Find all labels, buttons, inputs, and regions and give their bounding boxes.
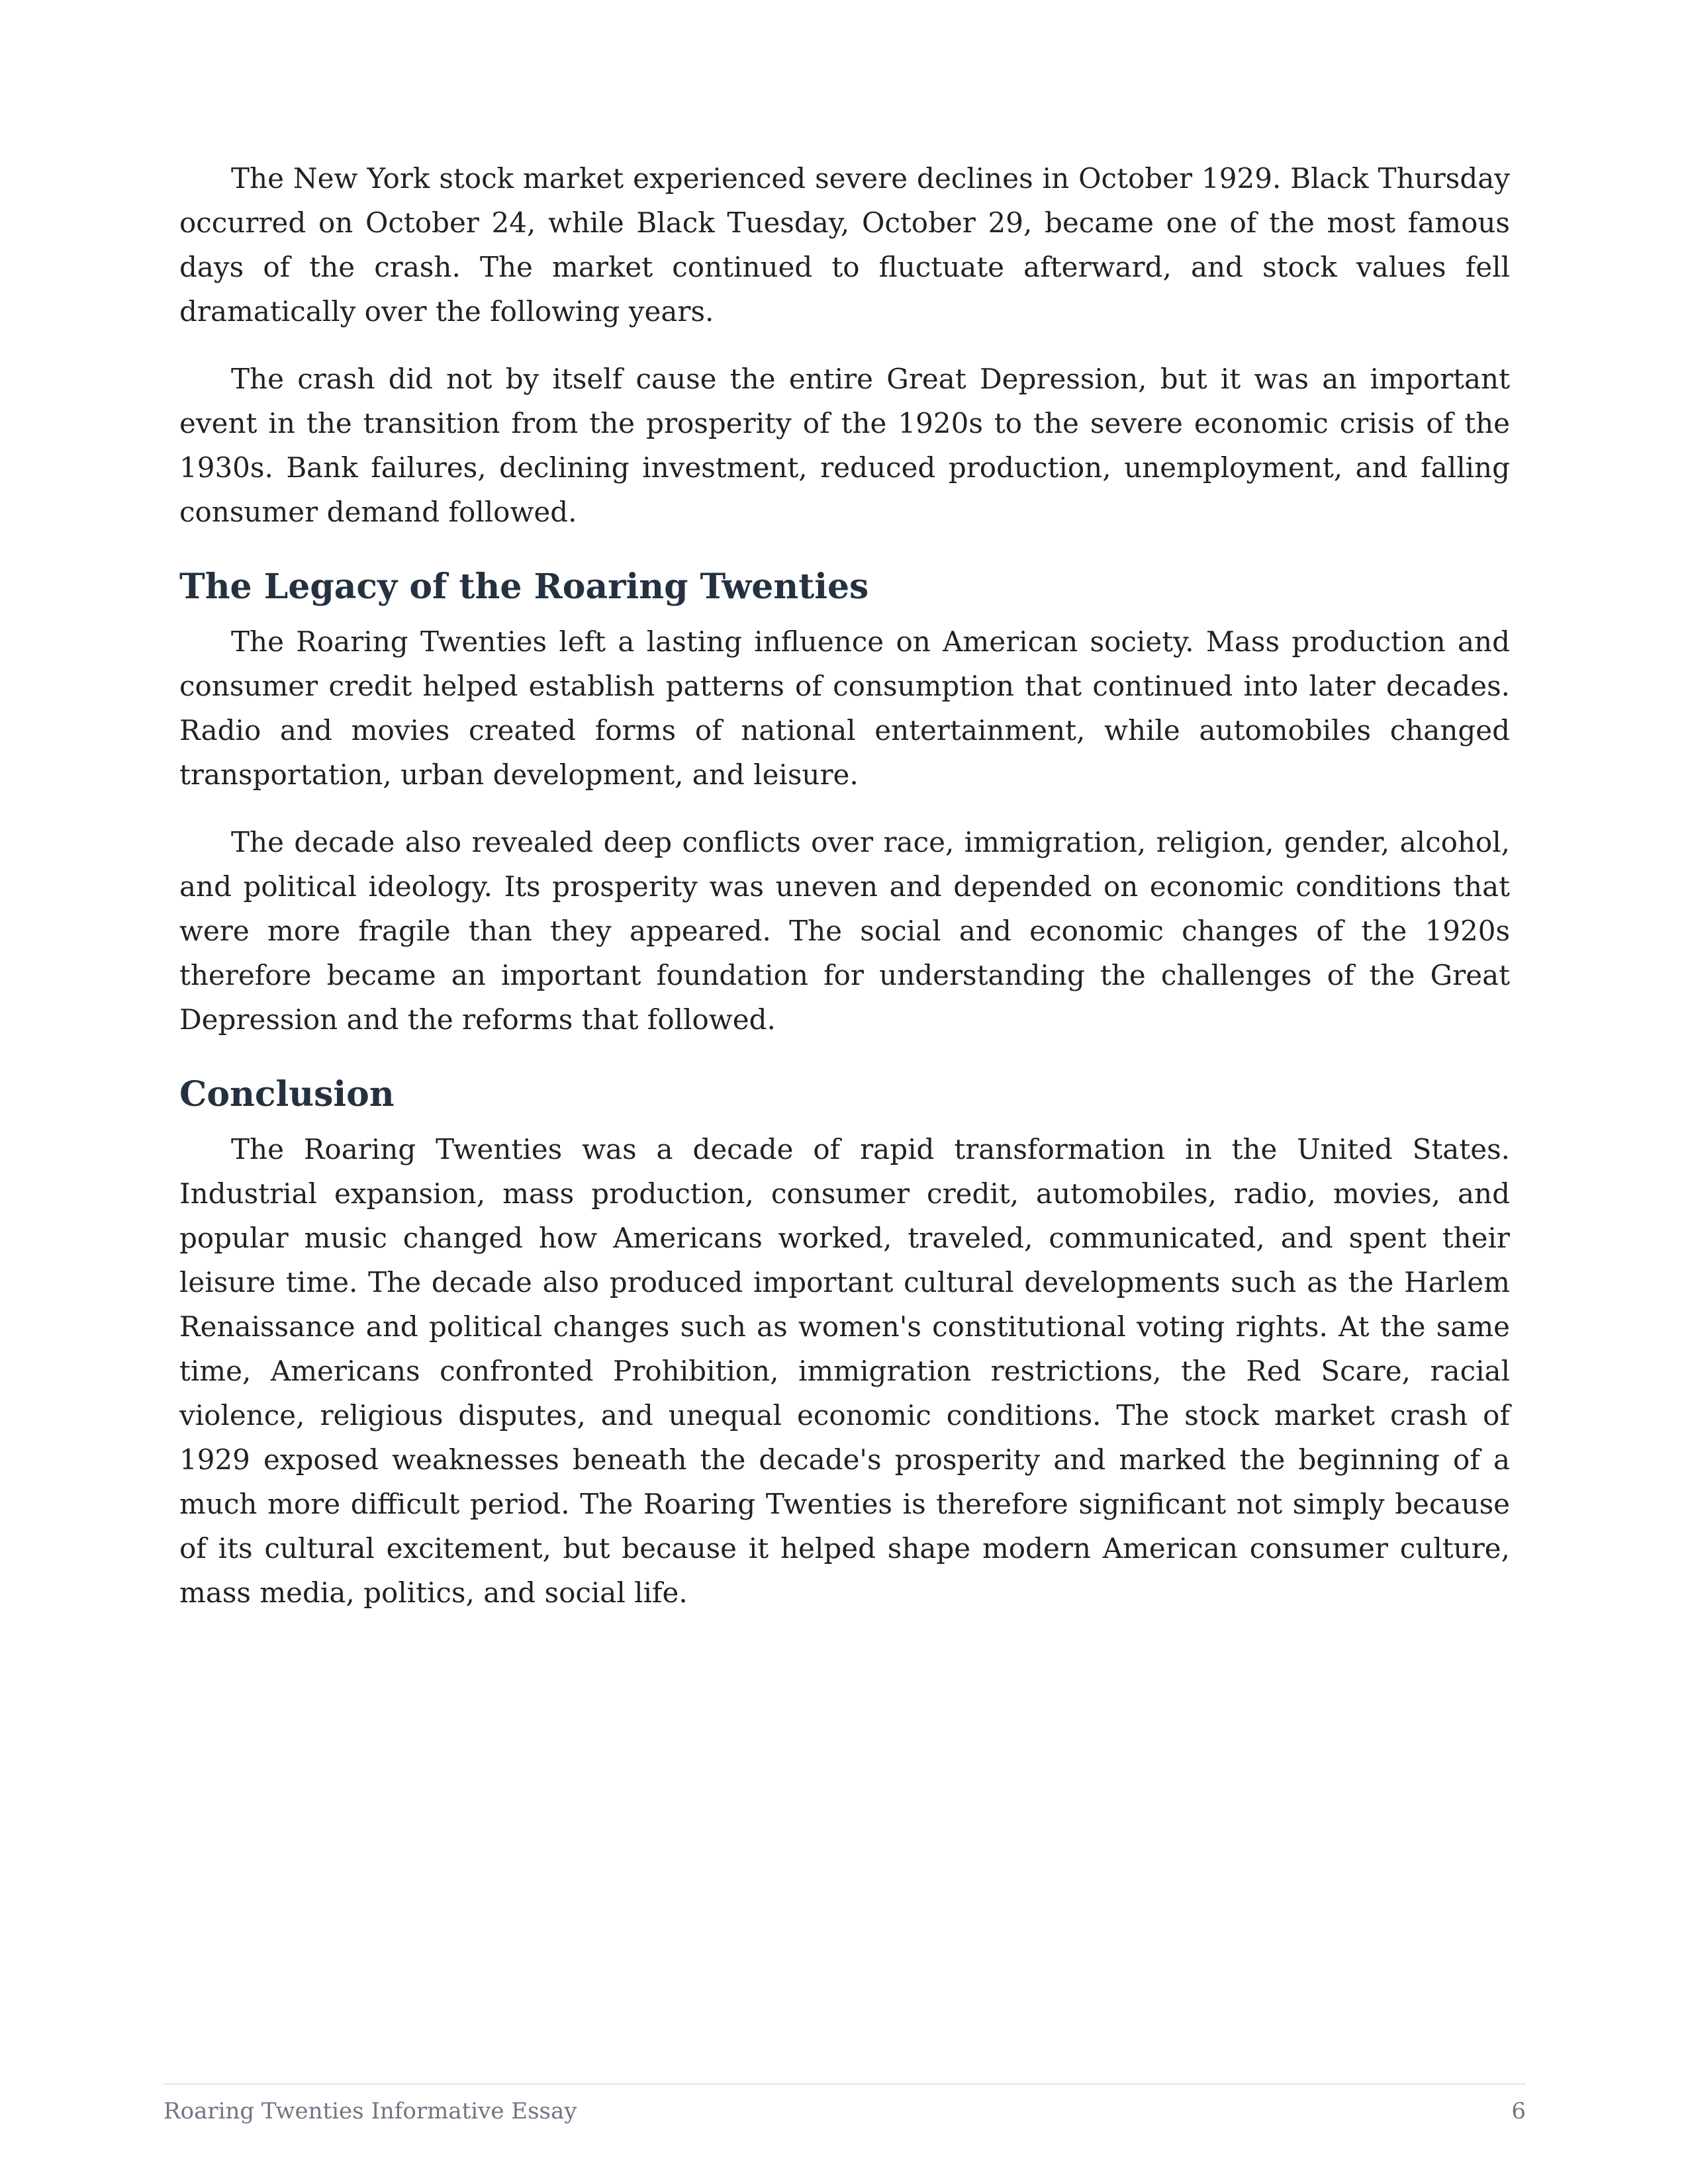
body-paragraph: The Roaring Twenties left a lasting influence on American society. Mass production and consumer credit helped establish patterns of consumption that continued into later decades. Radio and movies created forms of national entertainment, while automobiles changed transportation, urban development, and leisure.: [179, 625, 1510, 791]
footer-page-number: 6: [1511, 2098, 1526, 2124]
section-heading-legacy: The Legacy of the Roaring Twenties: [179, 567, 869, 607]
footer-document-title: Roaring Twenties Informative Essay: [164, 2098, 577, 2124]
body-paragraph: The decade also revealed deep conflicts over race, immigration, religion, gender, alcohol, and political ideology. Its prosperity was uneven and depended on economic conditions that were more fragile than they appeared. The social and economic changes of the 1920s therefore became an important foundation for understanding the challenges of the Great Depression and the reforms that followed.: [179, 826, 1510, 1036]
body-paragraph: The Roaring Twenties was a decade of rapid transformation in the United States. Industrial expansion, mass production, consumer credit, automobiles, radio, movies, and popular music changed how Americans worked, traveled, communicated, and spent their leisure time. The decade also produced important cultural developments such as the Harlem Renaissance and political changes such as women's constitutional voting rights. At the same time, Americans confronted Prohibition, immigration restrictions, the Red Scare, racial violence, religious disputes, and unequal economic conditions. The stock market crash of 1929 exposed weaknesses beneath the decade's prosperity and marked the beginning of a much more difficult period. The Roaring Twenties is therefore significant not simply because of its cultural excitement, but because it helped shape modern American consumer culture, mass media, politics, and social life.: [179, 1133, 1510, 1609]
body-paragraph: The crash did not by itself cause the entire Great Depression, but it was an important event in the transition from the prosperity of the 1920s to the severe economic crisis of the 1930s. Bank failures, declining investment, reduced production, unemployment, and falling consumer demand followed.: [179, 363, 1510, 528]
section-heading-conclusion: Conclusion: [179, 1074, 395, 1115]
page-body: [179, 156, 1510, 1615]
footer-divider: [164, 2083, 1526, 2085]
body-paragraph: The New York stock market experienced severe declines in October 1929. Black Thursday occurred on October 24, while Black Tuesday, October 29, became one of the most famous days of the crash. The market continued to fluctuate afterward, and stock values fell dramatically over the following years.: [179, 162, 1510, 328]
